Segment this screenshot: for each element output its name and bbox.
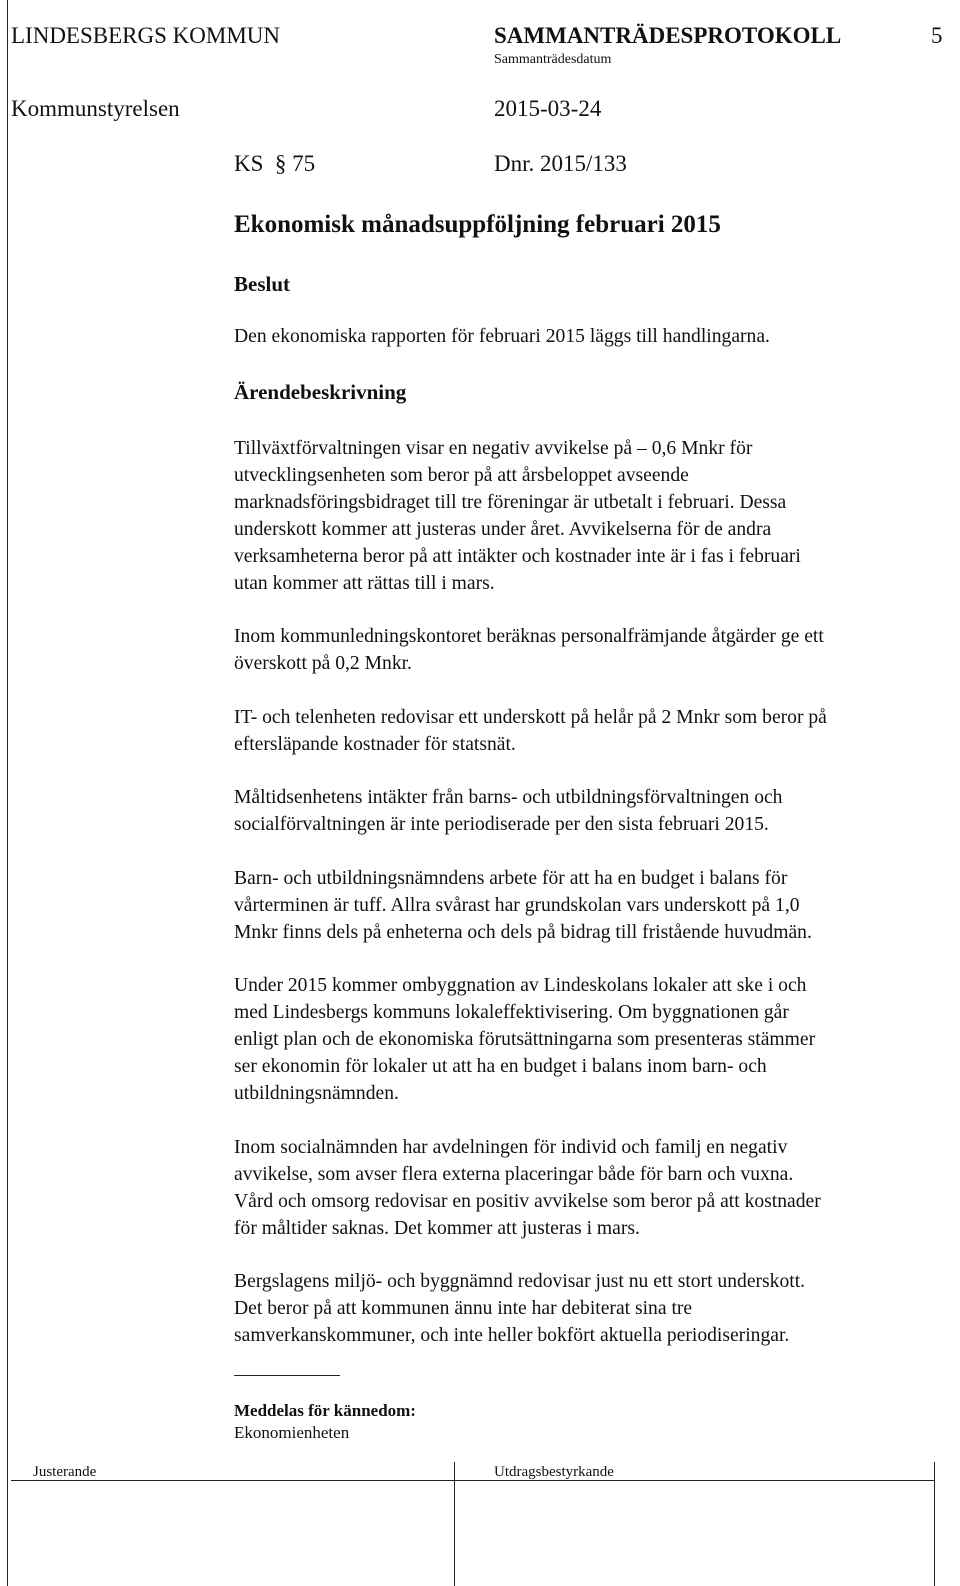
paragraph-line: utbildningsnämnden. <box>234 1083 399 1104</box>
section-symbol: § <box>274 151 287 176</box>
page-title: Ekonomisk månadsuppföljning februari 2015 <box>234 211 721 238</box>
notice-recipient: Ekonomienheten <box>234 1423 350 1442</box>
footer-justerande: Justerande <box>33 1464 97 1480</box>
case-section-number: 75 <box>292 151 316 176</box>
paragraph-line: Bergslagens miljö- och byggnämnd redovisar just nu ett stort underskott. <box>234 1271 806 1292</box>
paragraph-2 <box>234 623 824 677</box>
paragraph-line: Måltidsenhetens intäkter från barns- och utbildningsförvaltningen och <box>234 787 783 808</box>
separator-line <box>234 1375 340 1376</box>
footer-top-line <box>11 1480 934 1481</box>
decision-heading: Beslut <box>234 272 291 296</box>
notice-label: Meddelas för kännedom: <box>234 1401 416 1420</box>
paragraph-line: för måltider saknas. Det kommer att justeras i mars. <box>234 1218 640 1239</box>
footer-utdragsbestyrkande: Utdragsbestyrkande <box>494 1464 614 1480</box>
paragraph-line: med Lindesbergs kommuns lokaleffektivisering. Om byggnationen går <box>234 1002 789 1023</box>
paragraph-line: verksamheterna beror på att intäkter och kostnader inte är i fas i februari <box>234 546 801 567</box>
paragraph-line: samverkanskommuner, och inte heller bokfört aktuella periodiseringar. <box>234 1325 790 1346</box>
paragraph-line: Inom socialnämnden har avdelningen för individ och familj en negativ <box>234 1137 788 1158</box>
paragraph-line: socialförvaltningen är inte periodiserade per den sista februari 2015. <box>234 814 769 835</box>
footer-left-border <box>7 1462 8 1586</box>
paragraph-7 <box>234 1134 821 1242</box>
paragraph-line: överskott på 0,2 Mnkr. <box>234 653 412 674</box>
paragraph-line: utan kommer att rättas till i mars. <box>234 573 495 594</box>
paragraph-line: marknadsföringsbidraget till tre föreningar är utbetalt i februari. Dessa <box>234 492 787 513</box>
paragraph-line: Tillväxtförvaltningen visar en negativ avvikelse på – 0,6 Mnkr för <box>234 438 753 459</box>
decision-text: Den ekonomiska rapporten för februari 2015 läggs till handlingarna. <box>234 326 770 347</box>
meeting-date: 2015-03-24 <box>494 96 602 121</box>
paragraph-line: Mnkr finns dels på enheterna och dels på bidrag till fristående huvudmän. <box>234 922 812 943</box>
footer-right-border <box>934 1462 935 1586</box>
diary-number: Dnr. 2015/133 <box>494 151 627 176</box>
paragraph-3 <box>234 704 827 758</box>
paragraph-1 <box>234 435 801 597</box>
paragraph-line: Barn- och utbildningsnämndens arbete för att ha en budget i balans för <box>234 868 788 889</box>
paragraph-line: ser ekonomin för lokaler ut att ha en budget i balans inom barn- och <box>234 1056 767 1077</box>
paragraph-line: underskott kommer att justeras under året. Avvikelserna för de andra <box>234 519 772 540</box>
paragraph-5 <box>234 865 812 946</box>
paragraph-line: Inom kommunledningskontoret beräknas personalfrämjande åtgärder ge ett <box>234 626 824 647</box>
case-prefix: KS <box>234 151 264 176</box>
paragraph-line: Under 2015 kommer ombyggnation av Lindeskolans lokaler att ske i och <box>234 975 807 996</box>
paragraph-line: utvecklingsenheten som beror på att årsbeloppet avseende <box>234 465 689 486</box>
left-margin-line <box>7 0 8 1462</box>
paragraph-line: Det beror på att kommunen ännu inte har debiterat sina tre <box>234 1298 693 1319</box>
paragraph-line: eftersläpande kostnader för statsnät. <box>234 734 516 755</box>
date-label: Sammanträdesdatum <box>494 52 612 67</box>
paragraph-line: vårterminen är tuff. Allra svårast har grundskolan vars underskott på 1,0 <box>234 895 800 916</box>
paragraph-line: enligt plan och de ekonomiska förutsättningarna som presenteras stämmer <box>234 1029 816 1050</box>
paragraph-8 <box>234 1268 805 1349</box>
municipality-name: LINDESBERGS KOMMUN <box>11 23 280 48</box>
paragraph-line: Vård och omsorg redovisar en positiv avvikelse som beror på att kostnader <box>234 1191 821 1212</box>
page-number: 5 <box>931 23 943 48</box>
document-type: SAMMANTRÄDESPROTOKOLL <box>494 23 842 48</box>
committee-name: Kommunstyrelsen <box>11 96 180 121</box>
case-number <box>234 151 315 177</box>
paragraph-6 <box>234 972 815 1107</box>
paragraph-line: avvikelse, som avser flera externa placeringar både för barn och vuxna. <box>234 1164 794 1185</box>
paragraph-line: IT- och telenheten redovisar ett underskott på helår på 2 Mnkr som beror på <box>234 707 827 728</box>
footer-divider <box>454 1462 455 1586</box>
paragraph-4 <box>234 784 782 838</box>
description-heading: Ärendebeskrivning <box>234 380 407 404</box>
